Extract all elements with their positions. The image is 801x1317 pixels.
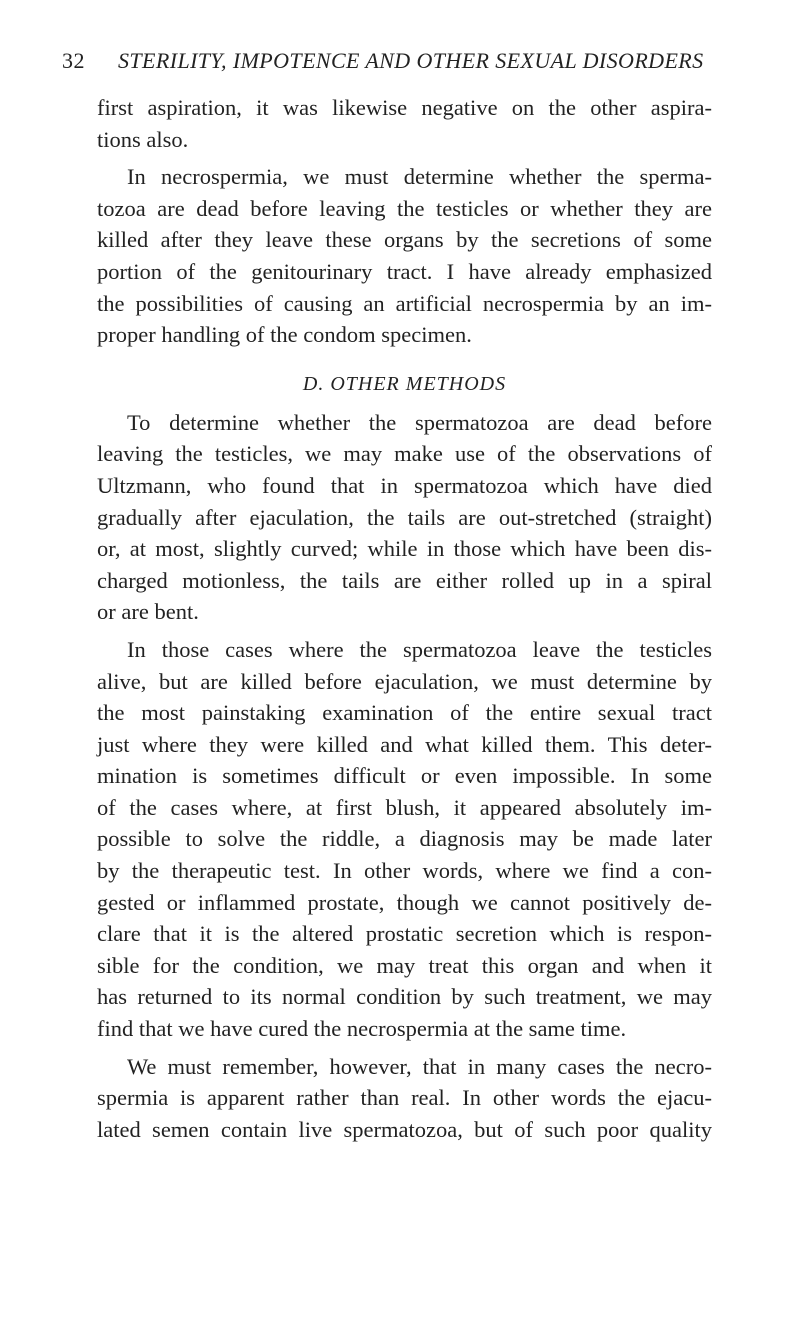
paragraph	[97, 634, 712, 1045]
text-line: gradually after ejaculation, the tails are out-stretched (straight)	[97, 504, 712, 530]
paragraph	[97, 161, 712, 351]
text-line: killed after they leave these organs by the secretions of some	[97, 227, 712, 253]
text-line: of the cases where, at first blush, it appeared absolutely im-	[97, 794, 712, 820]
text-line: by the therapeutic test. In other words, where we find a con-	[97, 858, 712, 884]
text-line: sible for the condition, we may treat this organ and when it	[97, 952, 712, 978]
text-line: We must remember, however, that in many cases the necro-	[127, 1053, 712, 1079]
text-line: first aspiration, it was likewise negative on the other aspira-	[97, 95, 712, 120]
text-line: charged motionless, the tails are either rolled up in a spiral	[97, 567, 712, 593]
paragraph	[97, 92, 712, 155]
paragraph	[97, 407, 712, 628]
text-line: leaving the testicles, we may make use of the observations of	[97, 441, 712, 467]
text-line: lated semen contain live spermatozoa, but of such poor quality	[97, 1116, 712, 1142]
text-line: tozoa are dead before leaving the testicles or whether they are	[97, 195, 712, 221]
text-line: To determine whether the spermatozoa are dead before	[127, 409, 712, 435]
text-line: portion of the genitourinary tract. I have already emphasized	[97, 258, 712, 284]
text-line: find that we have cured the necrospermia at the same time.	[97, 1016, 627, 1042]
text-line: spermia is apparent rather than real. In other words the ejacu-	[97, 1085, 712, 1111]
running-head	[62, 44, 702, 78]
text-line: proper handling of the condom specimen.	[97, 322, 472, 348]
paragraph	[97, 1051, 712, 1146]
body-text	[97, 92, 712, 1151]
text-line: the possibilities of causing an artificial necrospermia by an im-	[97, 290, 712, 316]
text-line: In necrospermia, we must determine whether the sperma-	[127, 164, 712, 190]
text-line: or, at most, slightly curved; while in those which have been dis-	[97, 536, 712, 562]
text-line: mination is sometimes difficult or even impossible. In some	[97, 763, 712, 789]
text-line: tions also.	[97, 126, 189, 152]
text-line: alive, but are killed before ejaculation, we must determine by	[97, 668, 712, 694]
running-title: STERILITY, IMPOTENCE AND OTHER SEXUAL DISORDERS	[118, 48, 704, 73]
text-line: clare that it is the altered prostatic secretion which is respon-	[97, 921, 712, 947]
text-line: or are bent.	[97, 599, 199, 625]
text-line: gested or inflammed prostate, though we cannot positively de-	[97, 889, 712, 915]
text-line: possible to solve the riddle, a diagnosis may be made later	[97, 826, 712, 852]
section-heading: D. OTHER METHODS	[302, 372, 507, 395]
text-line: just where they were killed and what killed them. This deter-	[97, 731, 712, 757]
text-line: has returned to its normal condition by such treatment, we may	[97, 984, 712, 1010]
page-number: 32	[62, 48, 85, 73]
text-line: Ultzmann, who found that in spermatozoa which have died	[97, 472, 712, 498]
text-line: the most painstaking examination of the entire sexual tract	[97, 700, 712, 726]
text-line: In those cases where the spermatozoa leave the testicles	[127, 636, 712, 662]
